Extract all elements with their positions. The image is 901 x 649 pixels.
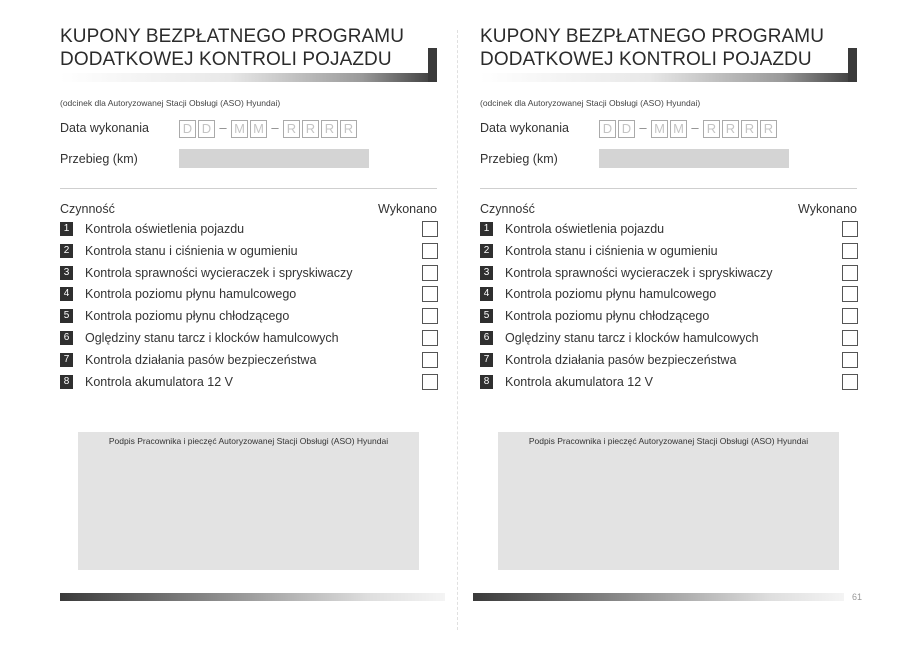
mileage-label: Przebieg (km) (60, 152, 138, 166)
task-done-checkbox[interactable] (842, 265, 858, 281)
signature-box[interactable] (498, 432, 839, 570)
mileage-input[interactable] (179, 149, 369, 168)
footer-bar-left (60, 593, 445, 601)
task-number-badge: 1 (60, 222, 73, 236)
task-label: Kontrola oświetlenia pojazdu (505, 222, 665, 236)
task-label: Oględziny stanu tarcz i klocków hamulcowych (505, 330, 759, 345)
date-input[interactable] (179, 120, 359, 138)
task-item (60, 352, 438, 374)
task-number-badge: 8 (60, 375, 73, 389)
footer-bar-right (473, 593, 844, 601)
task-label: Kontrola sprawności wycieraczek i spryskiwaczy (505, 265, 773, 280)
task-label: Kontrola działania pasów bezpieczeństwa (505, 352, 737, 367)
task-item (480, 308, 858, 330)
task-label: Kontrola stanu i ciśnienia w ogumieniu (505, 243, 718, 258)
activity-header: Czynność (60, 202, 115, 216)
task-item (60, 243, 438, 265)
coupon-title (60, 25, 404, 71)
signature-label: Podpis Pracownika i pieczęć Autoryzowanej Stacji Obsługi (ASO) Hyundai (528, 436, 809, 446)
task-number-badge: 6 (60, 331, 73, 345)
task-done-checkbox[interactable] (842, 286, 858, 302)
task-item (60, 374, 438, 396)
task-label: Kontrola poziomu płynu hamulcowego (505, 287, 717, 302)
task-label: Kontrola oświetlenia pojazdu (85, 222, 245, 236)
task-item (60, 308, 438, 330)
task-list (480, 221, 858, 395)
task-label: Kontrola akumulatora 12 V (505, 374, 654, 389)
title-underline-bar (60, 73, 437, 82)
title-bar-cap (848, 48, 857, 82)
task-item (480, 374, 858, 396)
divider (480, 188, 857, 189)
task-label: Kontrola poziomu płynu chłodzącego (85, 309, 290, 324)
date-digit-box[interactable]: R (760, 120, 777, 138)
task-number-badge: 3 (480, 266, 493, 280)
task-label: Kontrola stanu i ciśnienia w ogumieniu (85, 243, 298, 258)
task-label: Kontrola poziomu płynu hamulcowego (85, 287, 297, 302)
task-number-badge: 5 (480, 309, 493, 323)
task-label: Kontrola poziomu płynu chłodzącego (505, 309, 710, 324)
task-number-badge: 3 (60, 266, 73, 280)
mileage-input[interactable] (599, 149, 789, 168)
date-digit-box[interactable]: M (231, 120, 248, 138)
task-done-checkbox[interactable] (842, 308, 858, 324)
task-item (60, 265, 438, 287)
task-number-badge: 4 (60, 287, 73, 301)
date-digit-box[interactable]: R (703, 120, 720, 138)
date-input[interactable] (599, 120, 779, 138)
date-digit-box[interactable]: R (302, 120, 319, 138)
coupon-right (420, 0, 857, 649)
date-label: Data wykonania (480, 121, 569, 135)
task-item (480, 221, 858, 243)
date-digit-box[interactable]: R (722, 120, 739, 138)
coupon-note: (odcinek dla Autoryzowanej Stacji Obsługi (ASO) Hyundai) (480, 98, 701, 108)
date-separator: – (639, 120, 647, 135)
date-label: Data wykonania (60, 121, 149, 135)
task-number-badge: 4 (480, 287, 493, 301)
title-line-2: DODATKOWEJ KONTROLI POJAZDU (480, 49, 812, 70)
date-separator: – (691, 120, 699, 135)
date-digit-box[interactable]: D (618, 120, 635, 138)
task-item (480, 243, 858, 265)
task-number-badge: 6 (480, 331, 493, 345)
task-number-badge: 7 (60, 353, 73, 367)
date-digit-box[interactable]: D (599, 120, 616, 138)
task-item (60, 221, 438, 243)
task-list (60, 221, 438, 395)
task-item (60, 330, 438, 352)
date-digit-box[interactable]: M (250, 120, 267, 138)
date-digit-box[interactable]: D (179, 120, 196, 138)
task-item (60, 286, 438, 308)
date-digit-box[interactable]: M (651, 120, 668, 138)
task-done-checkbox[interactable] (842, 352, 858, 368)
task-label: Kontrola akumulatora 12 V (85, 374, 234, 389)
activity-header: Czynność (480, 202, 535, 216)
task-number-badge: 1 (480, 222, 493, 236)
coupon-title (480, 25, 824, 71)
task-done-checkbox[interactable] (842, 374, 858, 390)
title-line-1: KUPONY BEZPŁATNEGO PROGRAMU (480, 26, 825, 47)
task-number-badge: 8 (480, 375, 493, 389)
task-done-checkbox[interactable] (842, 330, 858, 346)
task-label: Oględziny stanu tarcz i klocków hamulcowych (85, 330, 339, 345)
task-number-badge: 2 (480, 244, 493, 258)
title-line-2: DODATKOWEJ KONTROLI POJAZDU (60, 49, 392, 70)
date-digit-box[interactable]: R (321, 120, 338, 138)
task-number-badge: 5 (60, 309, 73, 323)
mileage-label: Przebieg (km) (480, 152, 558, 166)
title-line-1: KUPONY BEZPŁATNEGO PROGRAMU (60, 26, 405, 47)
signature-box[interactable] (78, 432, 419, 570)
title-underline-bar (480, 73, 857, 82)
date-digit-box[interactable]: D (198, 120, 215, 138)
task-done-checkbox[interactable] (842, 243, 858, 259)
task-label: Kontrola działania pasów bezpieczeństwa (85, 352, 317, 367)
task-label: Kontrola sprawności wycieraczek i spryskiwaczy (85, 265, 353, 280)
done-header: Wykonano (798, 202, 857, 216)
done-header: Wykonano (378, 202, 437, 216)
task-item (480, 352, 858, 374)
date-separator: – (219, 120, 227, 135)
date-separator: – (271, 120, 279, 135)
task-item (480, 265, 858, 287)
signature-label: Podpis Pracownika i pieczęć Autoryzowanej Stacji Obsługi (ASO) Hyundai (108, 436, 389, 446)
date-digit-box[interactable]: M (670, 120, 687, 138)
task-number-badge: 7 (480, 353, 493, 367)
date-digit-box[interactable]: R (340, 120, 357, 138)
coupon-left (0, 0, 437, 649)
page-number: 61 (852, 592, 863, 602)
task-item (480, 330, 858, 352)
date-digit-box[interactable]: R (283, 120, 300, 138)
task-item (480, 286, 858, 308)
divider (60, 188, 437, 189)
task-done-checkbox[interactable] (842, 221, 858, 237)
date-digit-box[interactable]: R (741, 120, 758, 138)
task-number-badge: 2 (60, 244, 73, 258)
coupon-note: (odcinek dla Autoryzowanej Stacji Obsługi (ASO) Hyundai) (60, 98, 281, 108)
